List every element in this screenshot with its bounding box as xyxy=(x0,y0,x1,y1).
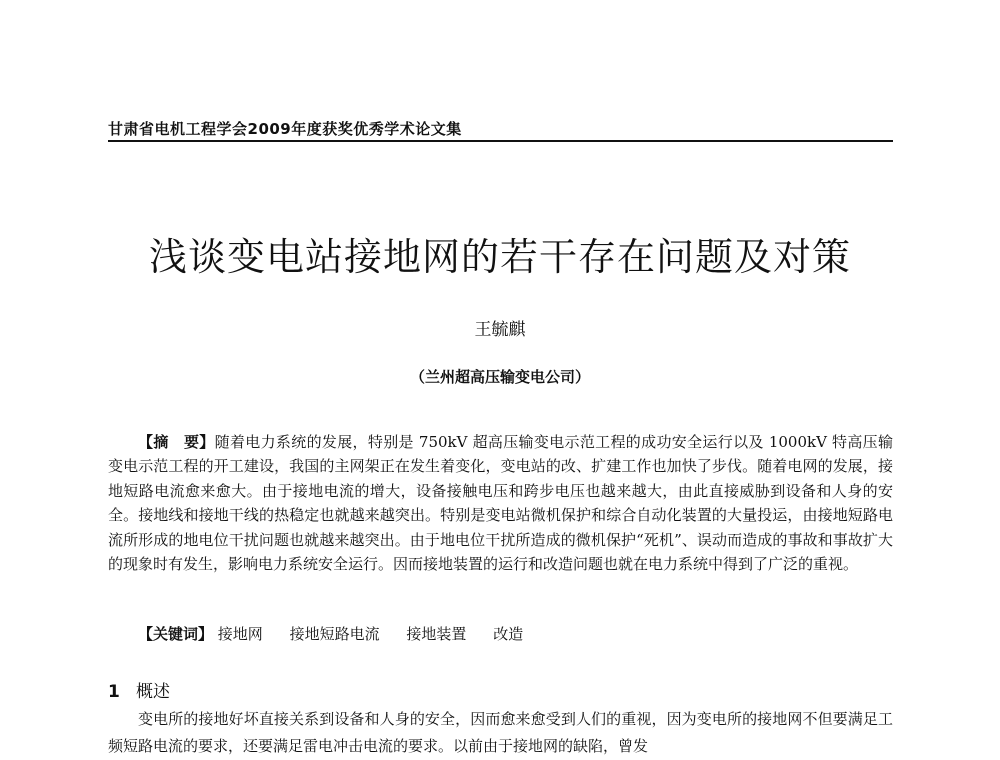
keyword-item: 接地短路电流 xyxy=(289,625,380,643)
paper-title: 浅谈变电站接地网的若干存在问题及对策 xyxy=(148,235,851,279)
running-header: 甘肃省电机工程学会2009年度获奖优秀学术论文集 xyxy=(108,120,462,138)
section-title: 概述 xyxy=(136,682,170,702)
abstract-label: 【摘 要】 xyxy=(138,433,215,451)
abstract xyxy=(108,430,893,576)
keyword-item: 改造 xyxy=(493,625,524,643)
author-affiliation: （兰州超高压输变电公司） xyxy=(409,368,590,386)
header-rule xyxy=(108,140,893,142)
abstract-text: 随着电力系统的发展，特别是 750kV 超高压输变电示范工程的成功安全运行以及 1000kV 特高压输变电示范工程的开工建设，我国的主网架正在发生着变化，变电站的改、扩建工作也加快了步伐。随着电网的发展，接地短路电流愈来愈大。由于接地电流的增大，设备接触电压和跨步电压也越来越大，由此直接威胁到设备和人身的安全。接地线和接地干线的热稳定也就越来越突出。特别是变电站微机保护和综合自动化装置的大量投运，由接地短路电流所形成的地电位干扰问题也就越来越突出。由于地电位干扰所造成的微机保护“死机”、误动而造成的事故和事故扩大的现象时有发生，影响电力系统安全运行。因而接地装置的运行和改造问题也就在电力系统中得到了广泛的重视。 xyxy=(108,433,893,574)
author-name: 王毓麒 xyxy=(474,320,526,340)
keyword-item: 接地网 xyxy=(217,625,263,643)
section-number: 1 xyxy=(108,682,120,702)
abstract-paragraph xyxy=(108,430,893,576)
keywords-label: 【关键词】 xyxy=(138,625,214,643)
keyword-item: 接地装置 xyxy=(406,625,467,643)
section-heading xyxy=(108,677,170,702)
body-text xyxy=(108,706,893,760)
keywords xyxy=(138,622,893,646)
body-paragraph: 变电所的接地好坏直接关系到设备和人身的安全，因而愈来愈受到人们的重视，因为变电所的接地网不但要满足工频短路电流的要求，还要满足雷电冲击电流的要求。以前由于接地网的缺陷，曾发 xyxy=(108,710,893,755)
